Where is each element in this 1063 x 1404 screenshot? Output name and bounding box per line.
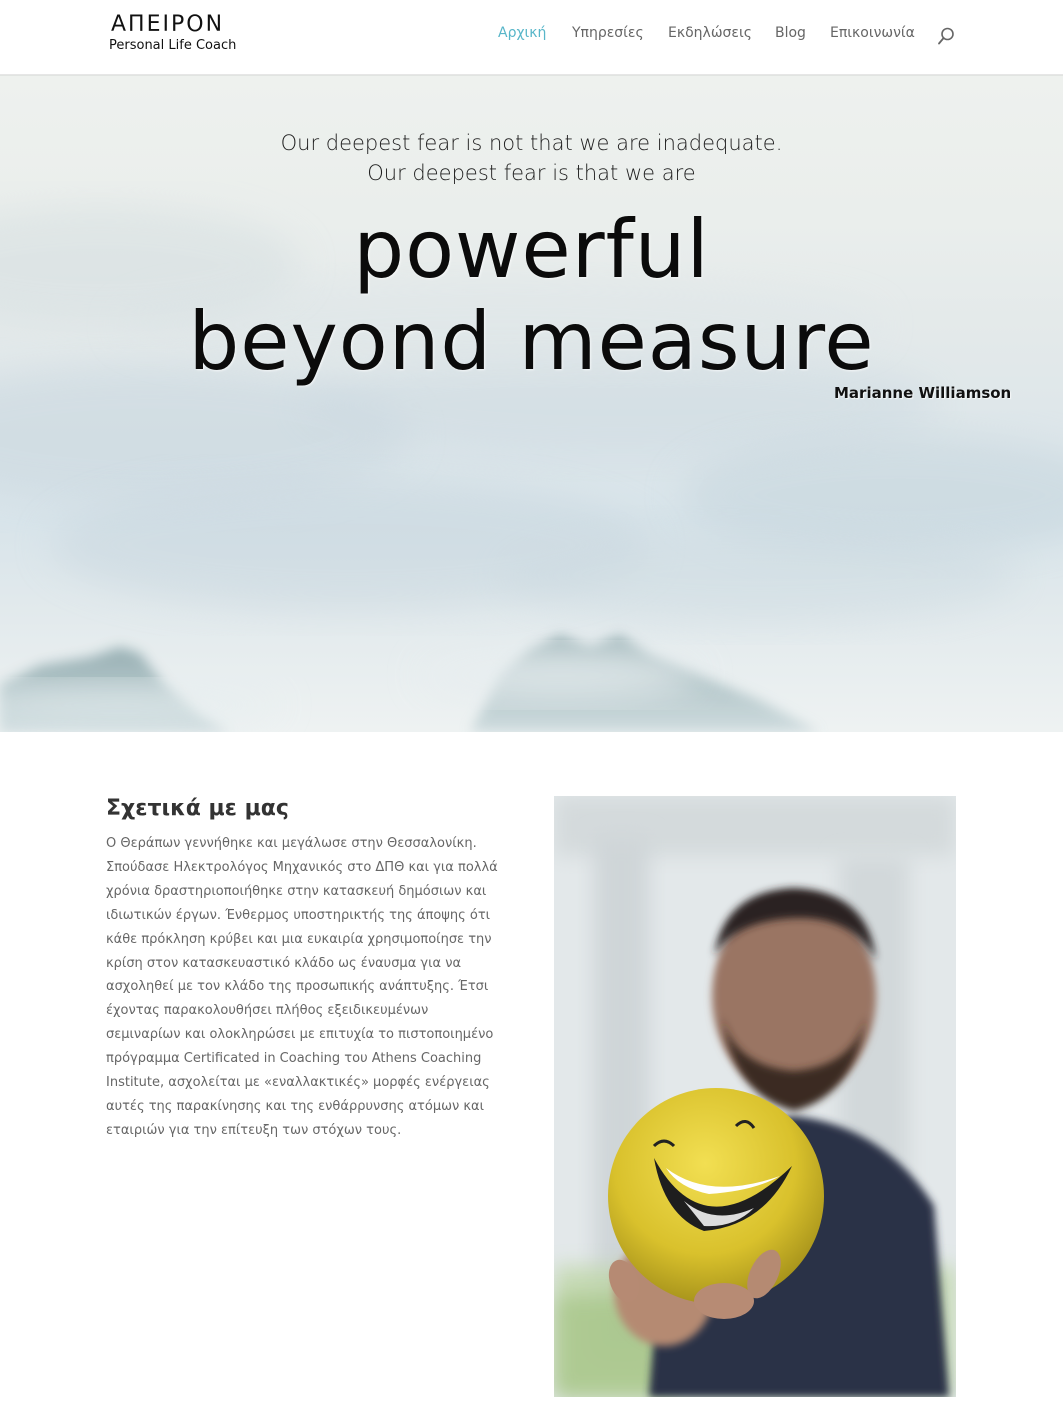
nav-item-home[interactable]: Αρχική (498, 25, 547, 41)
coach-photo-illustration (554, 796, 956, 1397)
about-line: αυτές της παρακίνησης και της ενθάρρυνσης ατόμων και (106, 1098, 485, 1114)
about-line: ασχοληθεί με τον κλάδο της προσωπικής ανάπτυξης. Έτσι (106, 979, 489, 995)
nav-item-services[interactable]: Υπηρεσίες (572, 25, 644, 41)
quote-line-1: Our deepest fear is not that we are inadequate. (280, 131, 783, 155)
about-line: Ο Θεράπων γεννήθηκε και μεγάλωσε στην Θεσσαλονίκη. (106, 836, 477, 851)
about-text (106, 832, 506, 1143)
site-header (0, 0, 1063, 75)
about-line: ιδιωτικών έργων. Ένθερμος υποστηρικτής της άποψης ότι (106, 907, 491, 923)
search-icon[interactable] (937, 27, 955, 45)
hero-quote (0, 128, 1063, 188)
about-title: Σχετικά με μας (106, 796, 289, 821)
about-line: Σπούδασε Ηλεκτρολόγος Μηχανικός στο ΔΠΘ και για πολλά (106, 859, 498, 875)
quote-line-2: Our deepest fear is that we are (367, 161, 696, 185)
about-line: Institute, ασχολείται με «εναλλακτικές» μορφές ενέργειας (106, 1075, 490, 1091)
logo-title[interactable]: ΑΠΕΙΡΟΝ (111, 12, 225, 37)
about-line: εταιριών για την επίτευξη των στόχων τους. (106, 1122, 402, 1138)
nav-item-contact[interactable]: Επικοινωνία (830, 25, 915, 41)
quote-author: Marianne Williamson (834, 384, 1012, 402)
about-line: κάθε πρόκληση κρύβει και μια ευκαιρία χρησιμοποίησε την (106, 931, 492, 947)
about-line: κρίση στον κατασκευαστικό κλάδο ως έναυσμα για να (106, 955, 462, 971)
hero-headline-1: powerful (353, 203, 710, 296)
about-line: σεμιναρίων και ολοκληρώσει με επιτυχία το πιστοποιημένο (106, 1027, 494, 1043)
coach-photo (554, 796, 956, 1397)
about-line: πρόγραμμα Certificated in Coaching του Athens Coaching (106, 1051, 482, 1067)
logo-subtitle[interactable]: Personal Life Coach (109, 38, 237, 53)
nav-item-events[interactable]: Εκδηλώσεις (668, 25, 752, 41)
hero-headline-2: beyond measure (188, 295, 875, 388)
about-line: έχοντας παρακολουθήσει πλήθος εξειδικευμένων (106, 1003, 429, 1019)
hero-banner (0, 75, 1063, 732)
nav-item-blog[interactable]: Blog (775, 25, 806, 41)
about-line: χρόνια δραστηριοποιήθηκε στην κατασκευή δημόσιων και (106, 883, 487, 899)
main-nav (0, 25, 1063, 45)
